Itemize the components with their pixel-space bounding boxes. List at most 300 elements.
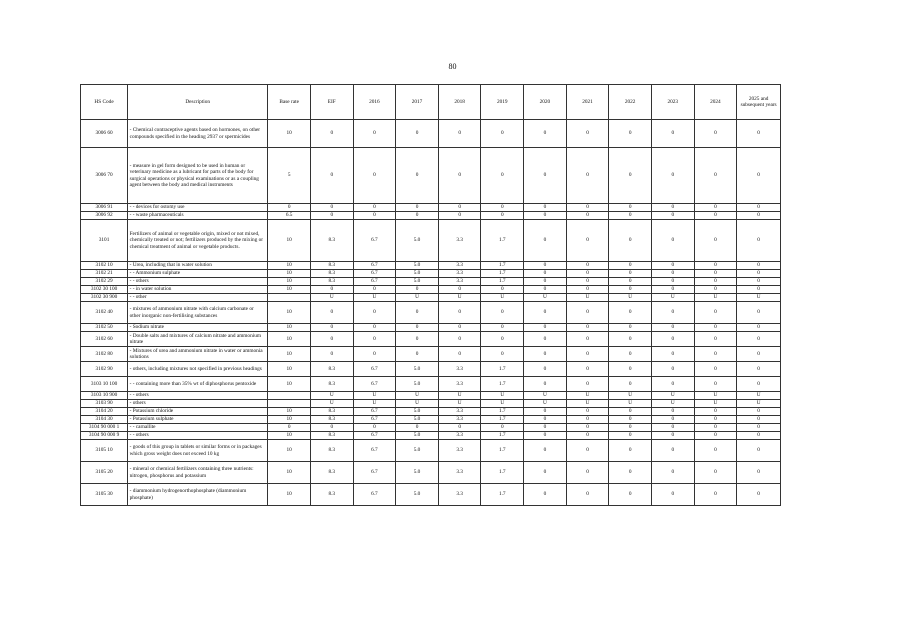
rate-cell: 0 (651, 302, 694, 324)
rate-cell: 0 (737, 432, 781, 440)
rate-cell: 6.7 (353, 362, 396, 377)
rate-cell: 0 (481, 424, 524, 432)
rate-cell: 0 (694, 204, 737, 212)
base-rate-cell: 10 (268, 416, 311, 424)
rate-cell: U (396, 392, 439, 400)
rate-cell: 0 (438, 204, 481, 212)
rate-cell: 0 (609, 347, 652, 362)
rate-cell: 0 (438, 424, 481, 432)
rate-cell: 0 (396, 120, 439, 148)
rate-cell: 0 (396, 302, 439, 324)
rate-cell: 0 (609, 148, 652, 204)
table-body (81, 120, 781, 506)
base-rate-cell: 10 (268, 262, 311, 270)
rate-cell: 0 (609, 484, 652, 506)
hs-code-cell: 3102 90 (81, 362, 128, 377)
rate-cell: 0 (737, 278, 781, 286)
hs-code-cell: 3006 92 (81, 212, 128, 220)
rate-cell: 0 (694, 484, 737, 506)
rate-cell: U (651, 392, 694, 400)
rate-cell: 0 (609, 416, 652, 424)
rate-cell: 0 (651, 362, 694, 377)
rate-cell: 0 (438, 332, 481, 347)
base-rate-cell: 10 (268, 462, 311, 484)
description-cell: - - other (128, 294, 268, 302)
table-row (81, 294, 781, 302)
rate-cell: 5.0 (396, 262, 439, 270)
rate-cell: 0 (737, 377, 781, 392)
rate-cell: 0 (353, 324, 396, 332)
rate-cell: U (566, 400, 609, 408)
rate-cell: 0 (566, 302, 609, 324)
table-row (81, 262, 781, 270)
tariff-schedule-table (80, 84, 781, 506)
hs-code-cell: 3103 10 900 (81, 392, 128, 400)
rate-cell: 0 (566, 484, 609, 506)
rate-cell: 1.7 (481, 432, 524, 440)
rate-cell: 5.0 (396, 270, 439, 278)
description-cell: - Mixtures of urea and ammonium nitrate in water or ammonia solutions (128, 347, 268, 362)
rate-cell: 1.7 (481, 440, 524, 462)
rate-cell: 0 (737, 120, 781, 148)
rate-cell: 0 (694, 120, 737, 148)
rate-cell: 0 (566, 332, 609, 347)
rate-cell: 3.3 (438, 262, 481, 270)
col-header-2020: 2020 (524, 85, 567, 120)
rate-cell: U (694, 294, 737, 302)
rate-cell: U (524, 392, 567, 400)
rate-cell: 0 (694, 416, 737, 424)
rate-cell: 0 (737, 484, 781, 506)
rate-cell: 1.7 (481, 416, 524, 424)
rate-cell: 0 (438, 120, 481, 148)
rate-cell: 0 (651, 204, 694, 212)
rate-cell: 0 (566, 347, 609, 362)
rate-cell: 0 (566, 204, 609, 212)
rate-cell: 0 (609, 324, 652, 332)
description-cell: - Double salts and mixtures of calcium nitrate and ammonium nitrate (128, 332, 268, 347)
rate-cell: U (737, 392, 781, 400)
rate-cell: U (396, 400, 439, 408)
rate-cell: 5.0 (396, 220, 439, 262)
rate-cell: U (609, 400, 652, 408)
rate-cell: U (737, 400, 781, 408)
description-cell: - Chemical contraceptive agents based on hormones, on other compounds specified in the heading 2937 or spermicides (128, 120, 268, 148)
hs-code-cell: 3104 90 000 1 (81, 424, 128, 432)
rate-cell: U (438, 400, 481, 408)
base-rate-cell: 10 (268, 362, 311, 377)
rate-cell: 0 (651, 377, 694, 392)
rate-cell: 0 (694, 262, 737, 270)
rate-cell: 0 (737, 424, 781, 432)
rate-cell: 6.7 (353, 440, 396, 462)
hs-code-cell: 3102 80 (81, 347, 128, 362)
rate-cell: 0 (566, 424, 609, 432)
hs-code-cell: 3102 29 (81, 278, 128, 286)
col-header-description: Description (128, 85, 268, 120)
base-rate-cell: 10 (268, 278, 311, 286)
rate-cell: 0 (310, 120, 353, 148)
base-rate-cell: 0 (268, 424, 311, 432)
rate-cell: 0 (524, 120, 567, 148)
page-number: 80 (448, 62, 457, 71)
rate-cell: 0 (524, 416, 567, 424)
rate-cell: U (524, 294, 567, 302)
rate-cell: 5.0 (396, 432, 439, 440)
table-row (81, 416, 781, 424)
rate-cell: 0 (694, 462, 737, 484)
table-row (81, 362, 781, 377)
rate-cell: 3.3 (438, 377, 481, 392)
rate-cell: U (396, 294, 439, 302)
rate-cell: 8.3 (310, 408, 353, 416)
rate-cell: 6.7 (353, 408, 396, 416)
rate-cell: 0 (737, 440, 781, 462)
description-cell: - - others (128, 432, 268, 440)
rate-cell: U (694, 392, 737, 400)
rate-cell: 0 (609, 440, 652, 462)
rate-cell: 0 (524, 212, 567, 220)
rate-cell: 0 (396, 148, 439, 204)
rate-cell: 0 (694, 347, 737, 362)
description-cell: - others (128, 400, 268, 408)
rate-cell: 0 (694, 220, 737, 262)
rate-cell: 0 (310, 148, 353, 204)
rate-cell: U (353, 392, 396, 400)
col-header-base-rate: Base rate (268, 85, 311, 120)
rate-cell: 0 (694, 324, 737, 332)
rate-cell: 0 (694, 408, 737, 416)
table-row (81, 204, 781, 212)
rate-cell: 5.0 (396, 408, 439, 416)
rate-cell: 3.3 (438, 408, 481, 416)
rate-cell: 0 (694, 302, 737, 324)
rate-cell: 0 (694, 148, 737, 204)
rate-cell: U (481, 294, 524, 302)
rate-cell: U (310, 400, 353, 408)
rate-cell: 0 (609, 377, 652, 392)
rate-cell: 0 (609, 212, 652, 220)
hs-code-cell: 3101 (81, 220, 128, 262)
rate-cell: 0 (737, 324, 781, 332)
description-cell: - - containing more than 35% wt of diphosphorus pentoxide (128, 377, 268, 392)
rate-cell: 0 (524, 408, 567, 416)
hs-code-cell: 3104 90 000 9 (81, 432, 128, 440)
description-cell: - diammonium hydrogenorthophosphate (diammonium phosphate) (128, 484, 268, 506)
rate-cell: 0 (651, 262, 694, 270)
rate-cell: 0 (438, 148, 481, 204)
rate-cell: 0 (310, 347, 353, 362)
rate-cell: 3.3 (438, 362, 481, 377)
rate-cell: 6.7 (353, 432, 396, 440)
rate-cell: 3.3 (438, 462, 481, 484)
rate-cell: 0 (481, 212, 524, 220)
rate-cell: 8.3 (310, 416, 353, 424)
rate-cell: 0 (651, 220, 694, 262)
rate-cell: 8.3 (310, 262, 353, 270)
rate-cell: 0 (524, 462, 567, 484)
base-rate-cell: 10 (268, 408, 311, 416)
table-row (81, 432, 781, 440)
rate-cell: 0 (438, 302, 481, 324)
rate-cell: 0 (524, 302, 567, 324)
rate-cell: 5.0 (396, 440, 439, 462)
rate-cell: 0 (737, 262, 781, 270)
rate-cell: 0 (651, 408, 694, 416)
rate-cell: 0 (524, 278, 567, 286)
rate-cell: U (310, 392, 353, 400)
base-rate-cell: 10 (268, 324, 311, 332)
rate-cell: 0 (694, 278, 737, 286)
description-cell: - mineral or chemical fertilizers containing three nutrients: nitrogen, phosphorus and potassium (128, 462, 268, 484)
rate-cell: 0 (566, 432, 609, 440)
rate-cell: 0 (566, 286, 609, 294)
rate-cell: 0 (737, 347, 781, 362)
base-rate-cell: 10 (268, 377, 311, 392)
rate-cell: 0 (609, 120, 652, 148)
rate-cell: 0 (396, 212, 439, 220)
rate-cell: 0 (481, 332, 524, 347)
rate-cell: U (524, 400, 567, 408)
col-header-2022: 2022 (609, 85, 652, 120)
rate-cell: 6.7 (353, 270, 396, 278)
rate-cell: 0 (694, 286, 737, 294)
rate-cell: 8.3 (310, 220, 353, 262)
hs-code-cell: 3104 20 (81, 408, 128, 416)
rate-cell: 6.7 (353, 220, 396, 262)
table-row (81, 484, 781, 506)
rate-cell: U (737, 294, 781, 302)
rate-cell: 0 (737, 302, 781, 324)
description-cell: - - in water solution (128, 286, 268, 294)
rate-cell: 0 (566, 278, 609, 286)
rate-cell: 0 (566, 262, 609, 270)
rate-cell: U (353, 294, 396, 302)
rate-cell: 1.7 (481, 377, 524, 392)
base-rate-cell (268, 392, 311, 400)
rate-cell: 0 (353, 212, 396, 220)
col-header-2017: 2017 (396, 85, 439, 120)
rate-cell: 0 (651, 347, 694, 362)
rate-cell: 0 (737, 332, 781, 347)
description-cell: - Urea, including that in water solution (128, 262, 268, 270)
rate-cell: 0 (524, 220, 567, 262)
rate-cell: 0 (566, 220, 609, 262)
description-cell: - - carnallite (128, 424, 268, 432)
hs-code-cell: 3103 10 100 (81, 377, 128, 392)
rate-cell: U (609, 392, 652, 400)
rate-cell: 6.7 (353, 462, 396, 484)
rate-cell: 0 (694, 212, 737, 220)
rate-cell: 3.3 (438, 432, 481, 440)
base-rate-cell: 10 (268, 432, 311, 440)
description-cell: Fertilizers of animal or vegetable origin, mixed or not mixed, chemically treated or not; fertilizers produced by the mixing or chemical treatment of animal or vegetable products. (128, 220, 268, 262)
rate-cell: 0 (694, 377, 737, 392)
rate-cell: 3.3 (438, 270, 481, 278)
description-cell: - measure in gel form designed to be used in human or veterinary medicine as a lubricant for parts of the body for surgical operations or physical examinations or as a coupling agent between the body and medical instruments (128, 148, 268, 204)
rate-cell: 0 (737, 408, 781, 416)
hs-code-cell: 3105 10 (81, 440, 128, 462)
table-row (81, 408, 781, 416)
table-row (81, 220, 781, 262)
rate-cell: 0 (737, 220, 781, 262)
rate-cell: 0 (651, 286, 694, 294)
rate-cell: 0 (438, 286, 481, 294)
rate-cell: U (651, 294, 694, 302)
table-header-row (81, 85, 781, 120)
rate-cell: 0 (651, 416, 694, 424)
rate-cell: 0 (566, 416, 609, 424)
table-row (81, 332, 781, 347)
rate-cell: 0 (481, 347, 524, 362)
description-cell: - goods of this group in tablets or similar forms or in packages which gross weight does not exceed 10 kg (128, 440, 268, 462)
rate-cell: 5.0 (396, 484, 439, 506)
base-rate-cell: 10 (268, 332, 311, 347)
rate-cell: 0 (651, 424, 694, 432)
col-header-2025-and-subsequent-years: 2025 and subsequent years (737, 85, 781, 120)
col-header-2016: 2016 (353, 85, 396, 120)
rate-cell: 0 (524, 286, 567, 294)
rate-cell: 0 (651, 484, 694, 506)
base-rate-cell: 0 (268, 204, 311, 212)
rate-cell: U (438, 392, 481, 400)
rate-cell: 0 (566, 408, 609, 416)
rate-cell: 0 (609, 262, 652, 270)
table-row (81, 278, 781, 286)
rate-cell: 0 (609, 362, 652, 377)
base-rate-cell: 6.5 (268, 212, 311, 220)
rate-cell: 0 (694, 270, 737, 278)
rate-cell: U (694, 400, 737, 408)
rate-cell: 0 (524, 270, 567, 278)
rate-cell: U (651, 400, 694, 408)
rate-cell: 3.3 (438, 278, 481, 286)
rate-cell: 5.0 (396, 462, 439, 484)
table-row (81, 400, 781, 408)
rate-cell: 8.3 (310, 377, 353, 392)
rate-cell: 8.3 (310, 270, 353, 278)
rate-cell: 0 (651, 440, 694, 462)
base-rate-cell: 10 (268, 120, 311, 148)
rate-cell: 0 (524, 432, 567, 440)
rate-cell: 0 (353, 286, 396, 294)
col-header-2019: 2019 (481, 85, 524, 120)
table-row (81, 424, 781, 432)
base-rate-cell (268, 400, 311, 408)
col-header-hs-code: HS Code (81, 85, 128, 120)
hs-code-cell: 3006 60 (81, 120, 128, 148)
rate-cell: 0 (609, 424, 652, 432)
rate-cell: 0 (694, 432, 737, 440)
rate-cell: 0 (396, 332, 439, 347)
rate-cell: 8.3 (310, 440, 353, 462)
rate-cell: U (310, 294, 353, 302)
rate-cell: 0 (524, 484, 567, 506)
rate-cell: 0 (651, 462, 694, 484)
table-row (81, 347, 781, 362)
rate-cell: 0 (353, 302, 396, 324)
rate-cell: U (353, 400, 396, 408)
rate-cell: 0 (481, 204, 524, 212)
base-rate-cell: 10 (268, 220, 311, 262)
description-cell: - Potassium chloride (128, 408, 268, 416)
rate-cell: 0 (609, 204, 652, 212)
rate-cell: 0 (396, 347, 439, 362)
hs-code-cell: 3102 40 (81, 302, 128, 324)
base-rate-cell: 10 (268, 484, 311, 506)
rate-cell: 5.0 (396, 278, 439, 286)
rate-cell: U (438, 294, 481, 302)
table-row (81, 392, 781, 400)
hs-code-cell: 3104 30 (81, 416, 128, 424)
rate-cell: 8.3 (310, 432, 353, 440)
rate-cell: 0 (566, 440, 609, 462)
rate-cell: 0 (310, 212, 353, 220)
rate-cell: 0 (609, 220, 652, 262)
col-header-2023: 2023 (651, 85, 694, 120)
description-cell: - Sodium nitrate (128, 324, 268, 332)
rate-cell: 0 (737, 462, 781, 484)
rate-cell: 0 (310, 302, 353, 324)
description-cell: - mixtures of ammonium nitrate with calcium carbonate or other inorganic non-fertilising substances (128, 302, 268, 324)
hs-code-cell: 3105 30 (81, 484, 128, 506)
rate-cell: 0 (524, 204, 567, 212)
rate-cell: 0 (609, 286, 652, 294)
rate-cell: U (481, 392, 524, 400)
rate-cell: U (566, 392, 609, 400)
base-rate-cell: 10 (268, 302, 311, 324)
hs-code-cell: 3102 30 900 (81, 294, 128, 302)
rate-cell: 0 (737, 416, 781, 424)
rate-cell: 8.3 (310, 484, 353, 506)
rate-cell: U (609, 294, 652, 302)
rate-cell: 1.7 (481, 262, 524, 270)
table-row (81, 120, 781, 148)
rate-cell: 3.3 (438, 416, 481, 424)
description-cell: - - waste pharmaceuticals (128, 212, 268, 220)
hs-code-cell: 3102 30 100 (81, 286, 128, 294)
table-row (81, 270, 781, 278)
rate-cell: 0 (310, 424, 353, 432)
hs-code-cell: 3006 70 (81, 148, 128, 204)
rate-cell: 8.3 (310, 362, 353, 377)
rate-cell: 0 (694, 332, 737, 347)
col-header-eif: EIF (310, 85, 353, 120)
rate-cell: 0 (609, 270, 652, 278)
rate-cell: 0 (353, 148, 396, 204)
col-header-2018: 2018 (438, 85, 481, 120)
rate-cell: 0 (396, 286, 439, 294)
description-cell: - - others (128, 392, 268, 400)
table-row (81, 462, 781, 484)
rate-cell: 0 (481, 148, 524, 204)
rate-cell: 0 (524, 377, 567, 392)
rate-cell: 0 (651, 324, 694, 332)
base-rate-cell: 10 (268, 440, 311, 462)
rate-cell: 6.7 (353, 484, 396, 506)
rate-cell: 0 (310, 324, 353, 332)
rate-cell: 0 (524, 440, 567, 462)
rate-cell: 0 (737, 212, 781, 220)
description-cell: - others, including mixtures not specified in previous headings (128, 362, 268, 377)
rate-cell: 0 (737, 270, 781, 278)
rate-cell: 0 (566, 148, 609, 204)
rate-cell: 0 (609, 332, 652, 347)
rate-cell: 0 (310, 332, 353, 347)
rate-cell: 0 (353, 120, 396, 148)
rate-cell: 6.7 (353, 416, 396, 424)
rate-cell: 0 (651, 212, 694, 220)
